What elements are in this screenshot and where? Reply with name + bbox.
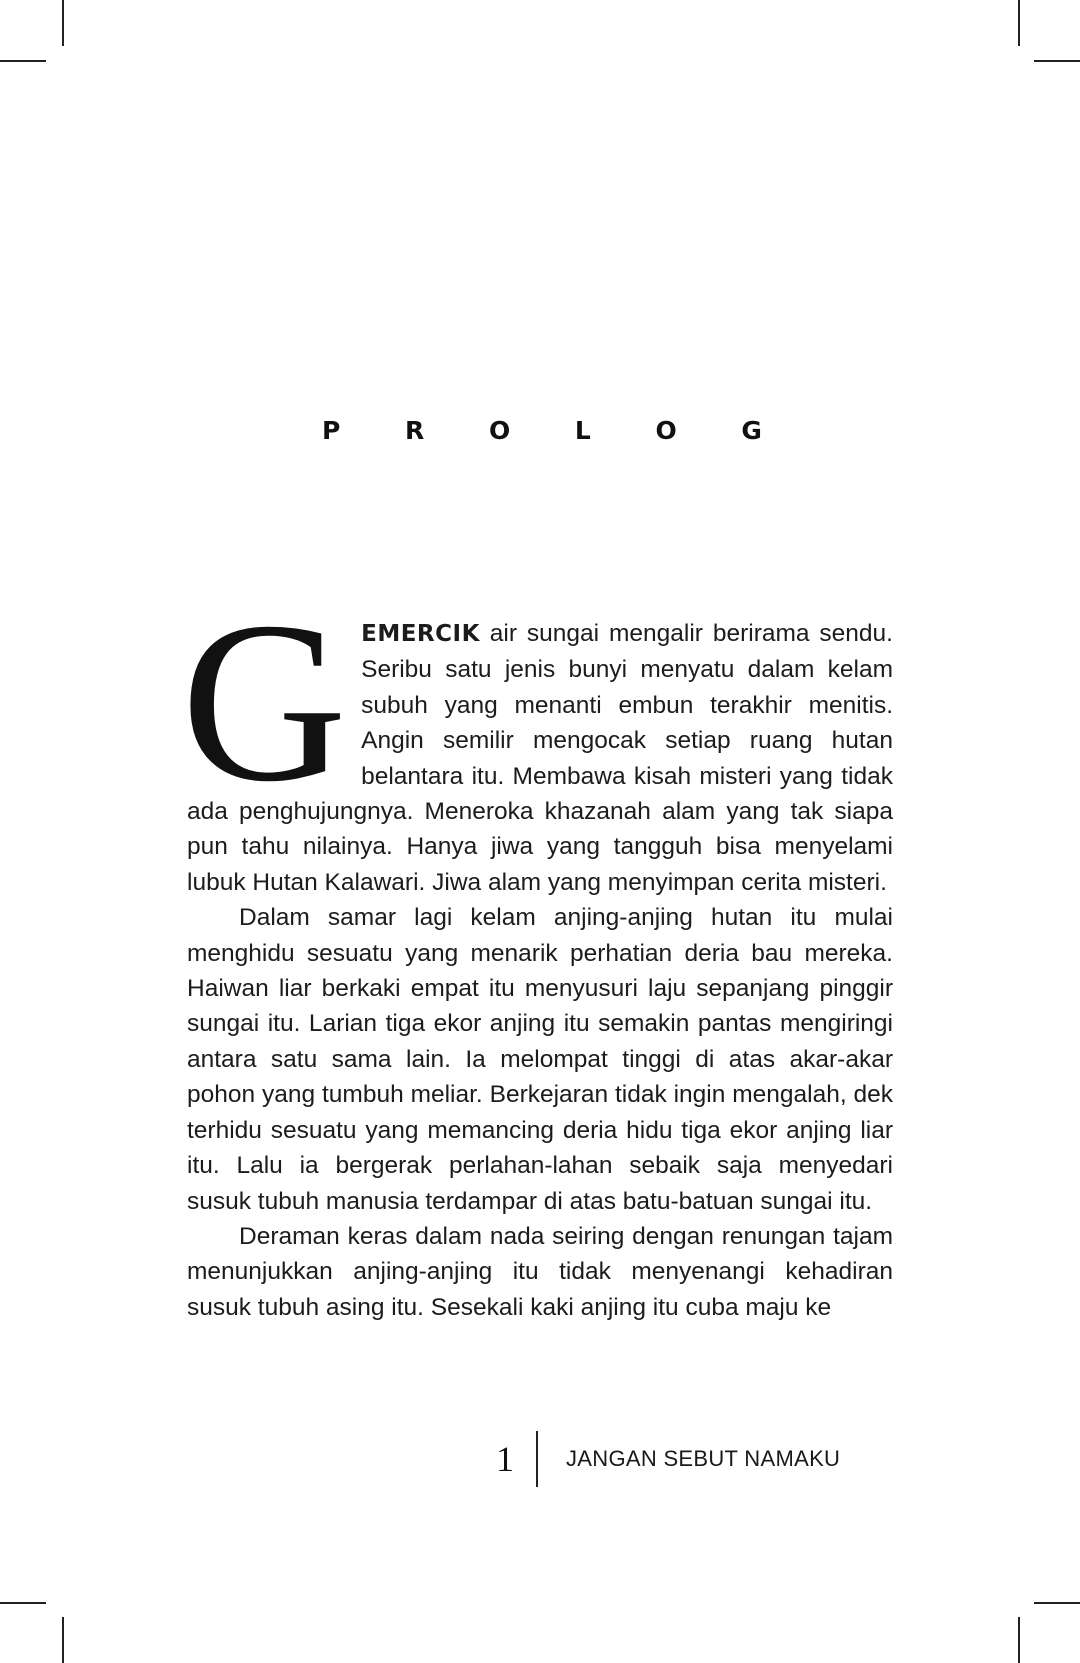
chapter-title-letter: O: [488, 416, 511, 445]
page-number: 1: [496, 1439, 514, 1479]
body-text: [181, 574, 893, 1325]
crop-mark: [1034, 60, 1080, 62]
crop-mark: [0, 1602, 46, 1604]
crop-mark: [0, 60, 46, 62]
paragraph: Deraman keras dalam nada seiring dengan renungan tajam menunjukkan anjing-anjing itu tidak menyenangi kehadiran susuk tubuh asing itu. Sesekali kaki anjing itu cuba maju ke: [187, 1222, 893, 1321]
paragraph-text: air sungai mengalir berirama sendu. Seribu satu jenis bunyi menyatu dalam kelam subuh yang menanti embun terakhir menitis. Angin semilir mengocak setiap ruang hutan belantara itu. Membawa kisah misteri yang tidak ada penghujungnya. Meneroka khazanah alam yang tak siapa pun tahu nilainya. Hanya jiwa yang tangguh bisa menyelami lubuk Hutan Kalawari. Jiwa alam yang menyimpan cerita misteri.: [187, 620, 893, 896]
chapter-title-letter: L: [574, 416, 591, 445]
crop-mark: [62, 0, 64, 46]
crop-mark: [1034, 1602, 1080, 1604]
paragraph: Dalam samar lagi kelam anjing-anjing hutan itu mulai menghidu sesuatu yang menarik perhatian deria bau mereka. Haiwan liar berkaki empat itu menyusuri laju sepanjang pinggir sungai itu. Larian tiga ekor anjing itu semakin pantas mengiringi antara satu sama lain. Ia melompat tinggi di atas akar-akar pohon yang tumbuh meliar. Berkejaran tidak ingin mengalah, dek terhidu sesuatu yang memancing deria hidu tiga ekor anjing liar itu. Lalu ia bergerak perlahan-lahan sebaik saja menyedari susuk tubuh manusia terdampar di atas batu-batuan sungai itu.: [187, 904, 893, 1215]
crop-mark: [1018, 0, 1020, 46]
footer-divider: [536, 1431, 538, 1487]
chapter-title-letter: R: [405, 416, 425, 445]
drop-cap: G: [181, 574, 348, 829]
running-title: JANGAN SEBUT NAMAKU: [566, 1446, 841, 1471]
chapter-title-letter: G: [741, 416, 762, 445]
crop-mark: [62, 1617, 64, 1663]
chapter-title-letter: P: [322, 416, 341, 445]
paragraph: [181, 574, 893, 900]
chapter-title: [322, 416, 762, 446]
page-footer: [480, 1430, 840, 1488]
lead-word: EMERCIK: [361, 621, 480, 647]
crop-mark: [1018, 1617, 1020, 1663]
chapter-title-letter: O: [655, 416, 677, 445]
